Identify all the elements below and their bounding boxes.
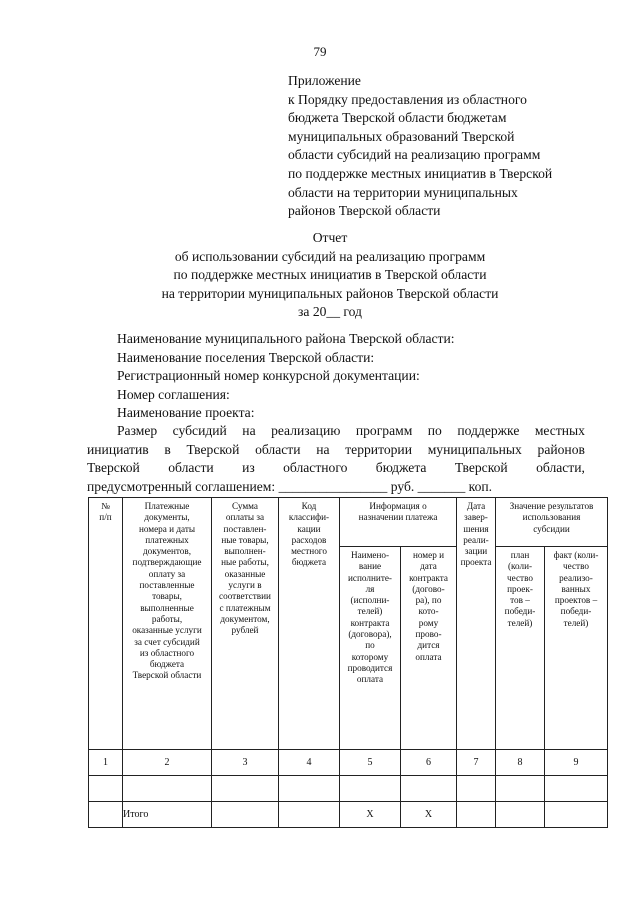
subsidy-paragraph [87,422,585,496]
appendix-line: муниципальных образований Тверской [288,128,515,144]
subsidy-word: на [316,441,330,457]
empty-cell [457,802,496,828]
column-number-row [89,750,608,776]
report-title-line: Отчет [312,230,348,245]
header-completion-date-cell: Дата завер- шения реали- зации проекта [457,498,496,750]
column-number: 4 [279,750,340,776]
subsidy-word: Размер [117,423,158,438]
table-header-row [89,498,608,547]
column-number: 5 [340,750,401,776]
subsidy-word: областного [283,460,348,476]
subsidy-word: программ [355,423,413,438]
subsidy-word: инициатив [87,441,149,457]
total-mark-contract: Х [401,802,457,828]
empty-cell [401,776,457,802]
report-title-line: за 20__ год [298,304,362,320]
header-contract-number-cell: номер и дата контракта (догово- ра), по кото- рому прово- дится оплата [401,547,457,750]
empty-cell [123,776,212,802]
project-field: Наименование проекта: [117,405,255,421]
empty-cell [545,802,608,828]
subsidy-word: муниципальных [427,441,522,457]
empty-cell [279,776,340,802]
report-fields [117,330,455,423]
column-number: 3 [212,750,279,776]
agreement-field: Номер соглашения: [117,386,230,402]
subsidy-word: реализацию [271,423,341,438]
settlement-field: Наименование поселения Тверской области: [117,349,375,365]
subsidy-line [87,422,585,441]
empty-cell [496,776,545,802]
header-number-cell: № п/п [89,498,123,750]
header-results-cell: Значение результатов использования субсидии [496,498,608,547]
empty-cell [279,802,340,828]
appendix-line: Приложение [288,73,361,88]
subsidy-word: области, [536,460,585,476]
header-payment-docs-cell: Платежные документы, номера и даты платежных документов, подтверждающие оплату за поставленные товары, выполненные работы, оказанные услуги за счет субсидий из областного бюджета Тверской области [123,498,212,750]
total-label: Итого [123,802,212,828]
subsidy-word: области [168,460,214,476]
empty-cell [212,776,279,802]
subsidy-word: в [164,441,171,457]
column-number: 2 [123,750,212,776]
header-budget-code-cell: Код классифи- кации расходов местного бюджета [279,498,340,750]
subsidy-word: из [242,460,255,476]
subsidy-word: на [242,423,256,438]
subsidy-word: субсидий [172,423,227,438]
subsidy-word: местных [534,423,585,438]
column-number: 9 [545,750,608,776]
subsidy-word: территории [345,441,412,457]
subsidy-word: бюджета [375,460,427,476]
page-number: 79 [313,44,327,59]
appendix-line: области субсидий на реализацию программ [288,147,541,163]
header-contractor-cell: Наимено- вание исполните- ля (исполни- телей) контракта (договора), по которому проводится оплата [340,547,401,750]
appendix-line: области на территории муниципальных [288,184,518,200]
subsidy-word: Тверской [87,460,140,476]
header-amount-cell: Сумма оплаты за поставлен- ные товары, выполнен- ные работы, оказанные услуги в соответствии с платежным документом, рублей [212,498,279,750]
report-title-line: по поддержке местных инициатив в Тверской области [173,267,487,283]
column-number: 6 [401,750,457,776]
column-number: 7 [457,750,496,776]
empty-cell [212,802,279,828]
empty-cell [545,776,608,802]
total-row [89,802,608,828]
appendix-line: бюджета Тверской области бюджетам [288,110,507,126]
empty-cell [496,802,545,828]
header-plan-cell: план (коли- чество проек- тов – победи- телей) [496,547,545,750]
appendix-line: районов Тверской области [288,203,441,219]
subsidy-word: по [427,423,442,438]
column-number: 1 [89,750,123,776]
subsidy-word: области [255,441,301,457]
report-title [0,229,640,322]
appendix-block [288,72,608,221]
subsidy-word: районов [537,441,585,457]
subsidy-line [87,441,585,460]
empty-cell [89,776,123,802]
subsidy-word: Тверской [454,460,508,476]
empty-cell [89,802,123,828]
empty-cell [340,776,401,802]
empty-data-row [89,776,608,802]
subsidy-line [87,459,585,478]
report-title-line: об использовании субсидий на реализацию программ [174,248,486,264]
registration-field: Регистрационный номер конкурсной документации: [117,368,420,384]
appendix-line: к Порядку предоставления из областного [288,91,527,107]
total-mark-contractor: Х [340,802,401,828]
header-fact-cell: факт (коли- чество реализо- ванных проектов – победи- телей) [545,547,608,750]
subsidy-word: поддержке [457,423,520,438]
appendix-line: по поддержке местных инициатив в Тверской [288,165,553,181]
column-number: 8 [496,750,545,776]
header-payment-info-cell: Информация о назначении платежа [340,498,457,547]
report-title-line: на территории муниципальных районов Тверской области [161,285,499,301]
report-table [88,497,608,828]
subsidy-word: Тверской [186,441,240,457]
subsidy-amount-line: предусмотренный соглашением: ________________ руб. _______ коп. [87,478,493,494]
empty-cell [457,776,496,802]
district-field: Наименование муниципального района Тверской области: [117,331,455,346]
